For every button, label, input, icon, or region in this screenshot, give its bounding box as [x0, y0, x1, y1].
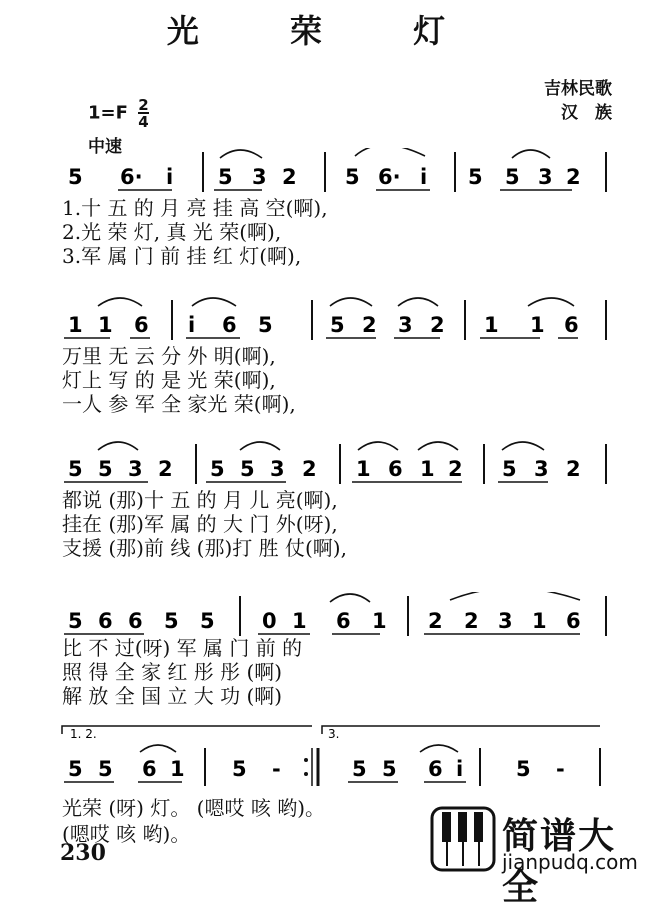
- note: 2: [302, 457, 317, 481]
- note: 3: [498, 609, 513, 633]
- page-number: 230: [60, 840, 106, 866]
- lyric-line: 灯上 写 的 是 光 荣(啊),: [62, 368, 276, 392]
- watermark-url: jianpudq.com: [502, 850, 638, 874]
- note: 2: [430, 313, 445, 337]
- tempo-marking: 中速: [88, 137, 122, 157]
- note: 5: [352, 757, 367, 781]
- note: i: [456, 757, 464, 781]
- lyric-line: 解 放 全 国 立 大 功 (啊): [62, 684, 283, 708]
- note: -: [272, 757, 281, 781]
- note: 1: [292, 609, 307, 633]
- note: 2: [428, 609, 443, 633]
- note: 1: [170, 757, 185, 781]
- note: 6: [336, 609, 351, 633]
- note: 3: [398, 313, 413, 337]
- note: 2: [566, 457, 581, 481]
- note: 2: [566, 165, 581, 189]
- volta-1-2: 1. 2.: [70, 727, 97, 741]
- lyric-line: 支援 (那)前 线 (那)打 胜 仗(啊),: [62, 536, 347, 560]
- note: 5: [68, 457, 83, 481]
- staff-5-notation: [0, 722, 652, 792]
- lyric-line: 一人 参 军 全 家光 荣(啊),: [62, 392, 296, 416]
- note: 6·: [120, 165, 143, 189]
- key-label: 1=F: [88, 102, 128, 124]
- note: 5: [240, 457, 255, 481]
- note: 6: [142, 757, 157, 781]
- note: 5: [505, 165, 520, 189]
- note: 5: [345, 165, 360, 189]
- note: 3: [538, 165, 553, 189]
- note: 6: [566, 609, 581, 633]
- note: 1: [372, 609, 387, 633]
- note: 5: [98, 757, 113, 781]
- note: 5: [330, 313, 345, 337]
- note: 6: [98, 609, 113, 633]
- note: 5: [68, 757, 83, 781]
- note: 6: [388, 457, 403, 481]
- note: 2: [464, 609, 479, 633]
- note: 2: [282, 165, 297, 189]
- note: -: [556, 757, 565, 781]
- note: 2: [448, 457, 463, 481]
- note: 5: [258, 313, 273, 337]
- note: 5: [98, 457, 113, 481]
- lyric-line: 光荣 (呀) 灯。 (嗯哎 咳 哟)。: [62, 796, 325, 820]
- note: 6: [128, 609, 143, 633]
- note: 6: [428, 757, 443, 781]
- volta-3: 3.: [328, 727, 340, 741]
- lyric-line: 都说 (那)十 五 的 月 儿 亮(啊),: [62, 488, 338, 512]
- note: 2: [362, 313, 377, 337]
- note: 6·: [378, 165, 401, 189]
- key-signature: [88, 98, 149, 129]
- origin-line-1: 吉林民歌: [544, 79, 612, 99]
- time-top: 2: [138, 96, 149, 114]
- time-bottom: 4: [138, 113, 149, 131]
- song-title: 光 荣 灯: [166, 12, 486, 50]
- note: 1: [484, 313, 499, 337]
- lyric-line: 比 不 过(呀) 军 属 门 前 的: [62, 636, 303, 660]
- note: 1: [356, 457, 371, 481]
- note: 1: [532, 609, 547, 633]
- lyric-line: 1.十 五 的 月 亮 挂 高 空(啊),: [62, 196, 328, 220]
- note: i: [420, 165, 428, 189]
- watermark-name: 简谱大全: [502, 816, 617, 908]
- note: 5: [218, 165, 233, 189]
- note: 6: [564, 313, 579, 337]
- note: 0: [262, 609, 277, 633]
- note: 3: [534, 457, 549, 481]
- note: 6: [134, 313, 149, 337]
- origin-line-2: 汉 族: [561, 103, 612, 123]
- note: 3: [128, 457, 143, 481]
- note: 1: [68, 313, 83, 337]
- lyric-line: 3.军 属 门 前 挂 红 灯(啊),: [62, 244, 302, 268]
- note: 5: [200, 609, 215, 633]
- note: 1: [420, 457, 435, 481]
- note: 1: [98, 313, 113, 337]
- lyric-line: 照 得 全 家 红 彤 彤 (啊): [62, 660, 283, 684]
- note: 5: [516, 757, 531, 781]
- note: 6: [222, 313, 237, 337]
- note: 5: [232, 757, 247, 781]
- time-signature: [138, 98, 148, 129]
- piano-keys-icon: [430, 806, 496, 872]
- note: 3: [252, 165, 267, 189]
- lyric-line: 挂在 (那)军 属 的 大 门 外(呀),: [62, 512, 338, 536]
- note: 1: [530, 313, 545, 337]
- watermark-logo: [430, 806, 642, 908]
- lyric-line: 万里 无 云 分 外 明(啊),: [62, 344, 276, 368]
- note: 3: [270, 457, 285, 481]
- lyric-line: 2.光 荣 灯, 真 光 荣(啊),: [62, 220, 282, 244]
- staff-5: [0, 722, 652, 792]
- note: 5: [382, 757, 397, 781]
- note: 5: [502, 457, 517, 481]
- note: 5: [68, 165, 83, 189]
- note: 2: [158, 457, 173, 481]
- note: 5: [68, 609, 83, 633]
- note: i: [166, 165, 174, 189]
- note: i: [188, 313, 196, 337]
- note: 5: [164, 609, 179, 633]
- note: 5: [210, 457, 225, 481]
- note: 5: [468, 165, 483, 189]
- lyric-line: (嗯哎 咳 哟)。: [62, 822, 191, 846]
